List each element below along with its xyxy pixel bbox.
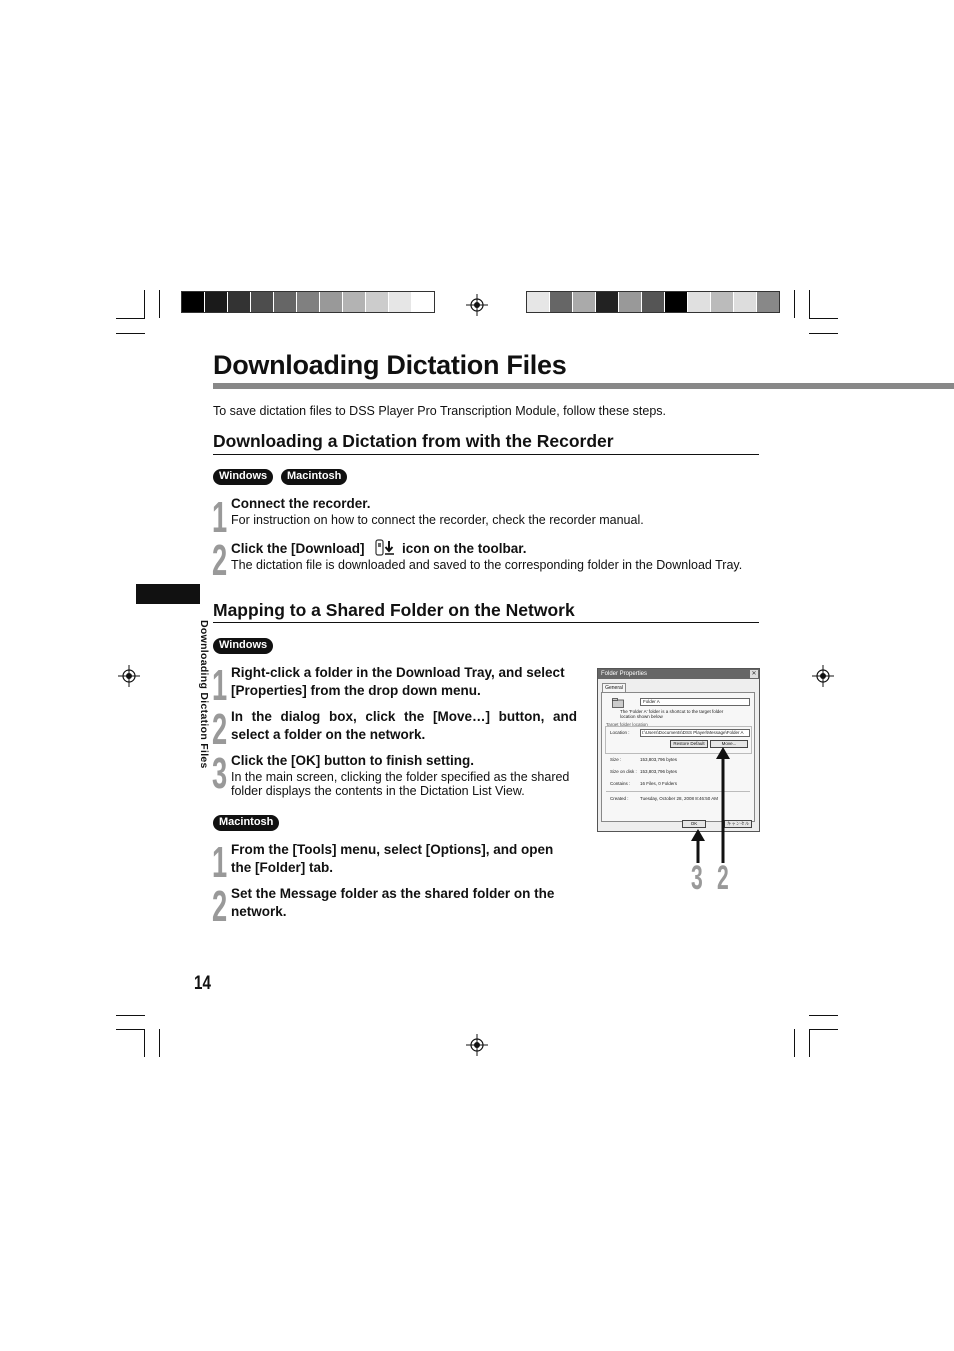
size-on-disk-label: Size on disk : — [610, 769, 637, 774]
step-title-line: the [Folder] tab. — [231, 860, 333, 875]
created-label: Created : — [610, 796, 629, 801]
size-label: Size : — [610, 757, 622, 762]
registration-mark-icon — [118, 665, 140, 687]
step-number: 1 — [212, 661, 228, 710]
step-title: Connect the recorder. — [231, 496, 371, 511]
step-number: 2 — [212, 705, 228, 754]
color-swatch-bar-right — [526, 291, 780, 313]
step-number: 1 — [212, 838, 228, 887]
color-swatch — [412, 292, 434, 312]
section-heading-download: Downloading a Dictation from with the Recorder — [213, 431, 614, 451]
callout-number: 3 — [691, 859, 703, 897]
dialog-panel — [601, 692, 755, 822]
color-swatch — [550, 292, 573, 312]
color-swatch — [389, 292, 412, 312]
step-body-line: In the main screen, clicking the folder specified as the shared — [231, 770, 570, 784]
color-swatch — [734, 292, 757, 312]
callout-number: 2 — [717, 859, 729, 897]
section-heading-mapping: Mapping to a Shared Folder on the Network — [213, 600, 575, 620]
size-on-disk-value: 153,803,796 bytes — [640, 769, 678, 774]
color-swatch — [274, 292, 297, 312]
step-title — [231, 841, 553, 877]
color-swatch — [182, 292, 205, 312]
cancel-button[interactable]: キャンセル — [724, 820, 752, 828]
color-swatch — [757, 292, 779, 312]
section-rule — [213, 454, 759, 455]
step-number: 2 — [212, 536, 228, 585]
created-value: Tuesday, October 28, 2008 8:46:50 AM — [640, 796, 719, 801]
intro-text: To save dictation files to DSS Player Pro Transcription Module, follow these steps. — [213, 404, 666, 418]
move-button[interactable]: Move... — [710, 740, 748, 748]
step-title-part: Click the [Download] — [231, 541, 365, 556]
location-label: Location : — [610, 730, 630, 735]
step-title-line: Set the Message folder as the shared folder on the — [231, 886, 555, 901]
registration-mark-icon — [466, 294, 488, 316]
step-title — [231, 539, 527, 558]
folder-name-field[interactable] — [640, 698, 750, 706]
dialog-description: location shown below — [620, 714, 663, 719]
location-field[interactable] — [640, 729, 750, 737]
macintosh-tag: Macintosh — [213, 815, 279, 831]
size-value: 153,803,796 bytes — [640, 757, 678, 762]
folder-icon — [612, 698, 624, 708]
contains-value: 16 Files, 0 Folders — [640, 781, 678, 786]
step-title — [231, 885, 554, 921]
color-swatch — [205, 292, 228, 312]
close-icon[interactable]: ✕ — [751, 671, 757, 677]
color-swatch — [619, 292, 642, 312]
dialog-title-bar — [598, 669, 759, 679]
color-swatch — [527, 292, 550, 312]
color-swatch — [665, 292, 688, 312]
color-swatch — [642, 292, 665, 312]
color-swatch — [573, 292, 596, 312]
step-title-line: [Properties] from the drop down menu. — [231, 683, 481, 698]
title-rule — [213, 383, 954, 389]
windows-tag: Windows — [213, 638, 273, 654]
macintosh-tag: Macintosh — [281, 469, 347, 485]
side-tab-marker — [136, 584, 200, 604]
registration-mark-icon — [812, 665, 834, 687]
step-title — [231, 708, 577, 744]
page-title: Downloading Dictation Files — [213, 350, 567, 380]
color-swatch — [343, 292, 366, 312]
color-swatch — [320, 292, 343, 312]
location-value: I:\Users\Documents\DSS Player\Message\Folder A — [642, 730, 744, 735]
step-title-part: icon on the toolbar. — [402, 541, 527, 556]
color-swatch — [366, 292, 389, 312]
restore-default-button[interactable]: Restore Default — [670, 740, 708, 748]
step-body-line: folder displays the contents in the Dictation List View. — [231, 784, 525, 798]
step-body — [231, 770, 569, 798]
dialog-description: The 'Folder A' folder is a shortcut to the target folder — [620, 709, 724, 714]
step-title-line: network. — [231, 904, 287, 919]
contains-label: Contains : — [610, 781, 631, 786]
step-number: 2 — [212, 882, 228, 931]
side-section-label: Downloading Dictation Files — [198, 620, 210, 769]
callout-arrows — [690, 745, 730, 865]
dialog-title: Folder Properties — [601, 671, 648, 677]
step-title-line: select a folder on the network. — [231, 727, 426, 742]
color-swatch — [596, 292, 619, 312]
tab-general[interactable]: General — [602, 683, 626, 693]
step-title: Click the [OK] button to finish setting. — [231, 753, 474, 768]
step-body: For instruction on how to connect the recorder, check the recorder manual. — [231, 513, 644, 527]
folder-properties-dialog — [597, 668, 760, 832]
group-label: Target folder location — [606, 722, 648, 727]
color-swatch — [711, 292, 734, 312]
windows-tag: Windows — [213, 469, 273, 485]
step-number: 3 — [212, 749, 228, 798]
page-number: 14 — [194, 973, 211, 994]
download-icon — [374, 539, 396, 557]
step-number: 1 — [212, 493, 228, 542]
color-swatch — [297, 292, 320, 312]
color-swatch — [228, 292, 251, 312]
ok-button[interactable]: OK — [682, 820, 706, 828]
step-title-line: In the dialog box, click the [Move…] button, and — [231, 709, 577, 724]
step-title-line: Right-click a folder in the Download Tray, and select — [231, 665, 565, 680]
step-title-line: From the [Tools] menu, select [Options], and open — [231, 842, 554, 857]
registration-mark-icon — [466, 1034, 488, 1056]
color-swatch — [251, 292, 274, 312]
folder-name-value: Folder A — [643, 699, 660, 704]
section-rule — [213, 622, 759, 623]
color-swatch-bar-left — [181, 291, 435, 313]
step-title — [231, 664, 565, 700]
color-swatch — [688, 292, 711, 312]
step-body: The dictation file is downloaded and saved to the corresponding folder in the Download Tray. — [231, 558, 743, 572]
